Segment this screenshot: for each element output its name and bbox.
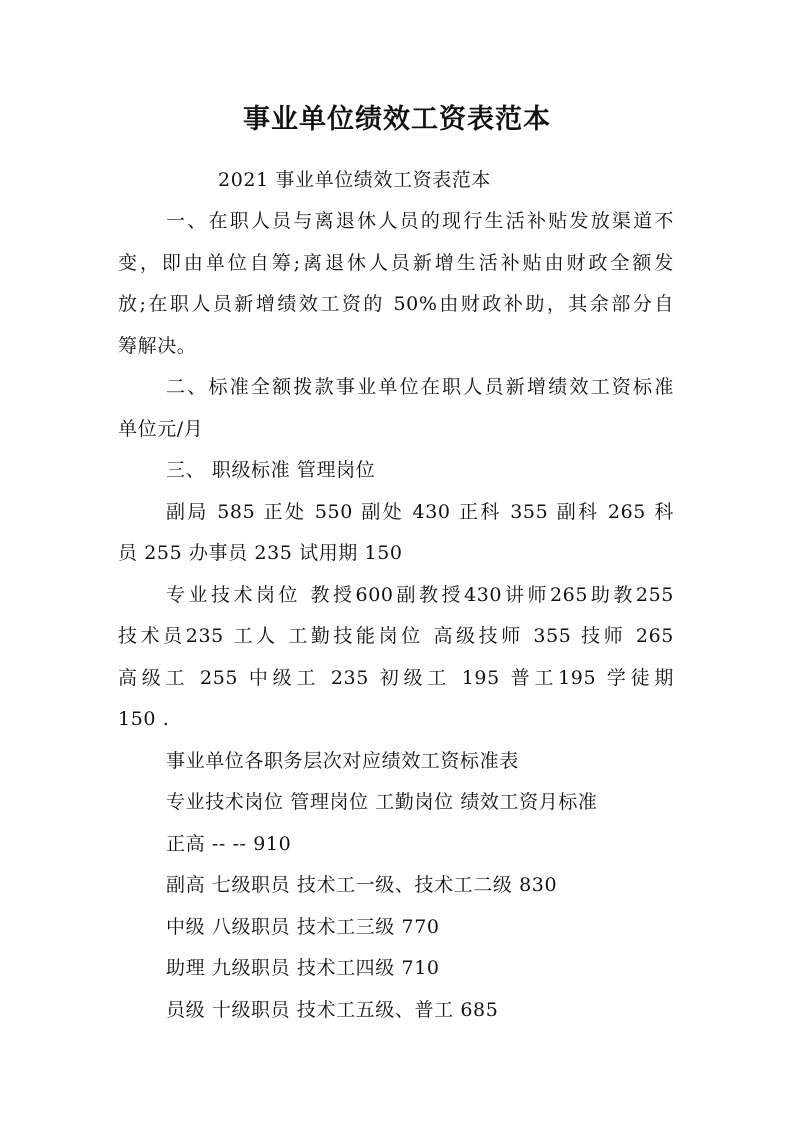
table-row: 副高 七级职员 技术工一级、技术工二级 830 xyxy=(166,874,558,896)
paragraph-line: 筹解决。 xyxy=(118,335,197,357)
table-row: 正高 -- -- 910 xyxy=(166,833,292,855)
document-title: 事业单位绩效工资表范本 xyxy=(243,104,551,135)
paragraph-line: 技术员235 工人 工勤技能岗位 高级技师 355 技师 265 xyxy=(118,625,674,647)
paragraph-line: 单位元/月 xyxy=(118,418,204,440)
paragraph-line: 二、标准全额拨款事业单位在职人员新增绩效工资标准 xyxy=(166,376,674,398)
table-row: 助理 九级职员 技术工四级 710 xyxy=(166,957,440,979)
table-row: 中级 八级职员 技术工三级 770 xyxy=(166,916,440,938)
document-subtitle: 2021 事业单位绩效工资表范本 xyxy=(218,169,491,191)
paragraph-line: 150 . xyxy=(118,708,170,730)
paragraph-line: 一、在职人员与离退休人员的现行生活补贴发放渠道不 xyxy=(166,210,674,232)
table-header: 专业技术岗位 管理岗位 工勤岗位 绩效工资月标准 xyxy=(166,791,598,813)
table-row: 员级 十级职员 技术工五级、普工 685 xyxy=(166,999,499,1021)
paragraph-line: 员 255 办事员 235 试用期 150 xyxy=(118,542,403,564)
paragraph-line: 专业技术岗位 教授600副教授430讲师265助教255 xyxy=(166,584,674,606)
paragraph-line: 副局 585 正处 550 副处 430 正科 355 副科 265 科 xyxy=(166,501,674,523)
paragraph-line: 高级工 255 中级工 235 初级工 195 普工195 学徒期 xyxy=(118,667,674,689)
paragraph-line: 变，即由单位自筹;离退休人员新增生活补贴由财政全额发 xyxy=(118,252,674,274)
paragraph-line: 放;在职人员新增绩效工资的 50%由财政补助，其余部分自 xyxy=(118,293,674,315)
section-heading: 三、 职级标准 管理岗位 xyxy=(166,459,376,481)
table-caption: 事业单位各职务层次对应绩效工资标准表 xyxy=(166,750,519,772)
